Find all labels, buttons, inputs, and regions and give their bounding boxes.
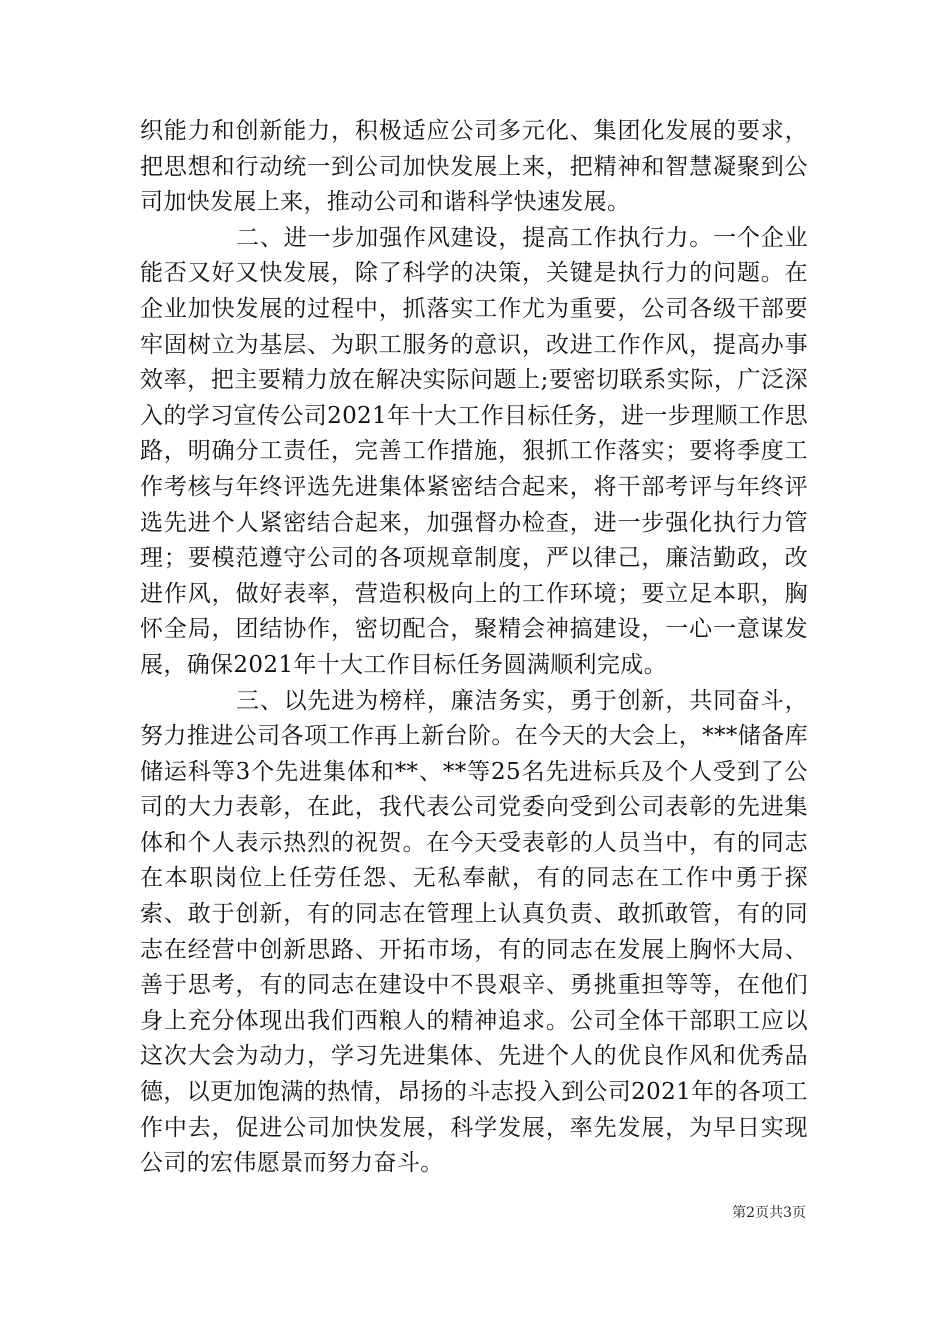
paragraph-continuation: 织能力和创新能力，积极适应公司多元化、集团化发展的要求，把思想和行动统一到公司加快发展上来，把精神和智慧凝聚到公司加快发展上来，推动公司和谐科学快速发展。: [140, 118, 808, 216]
document-page: [140, 114, 808, 1182]
page-number-footer: 第2页共3页: [732, 1205, 806, 1221]
paragraph-section-three: 三、以先进为榜样，廉洁务实，勇于创新，共同奋斗，努力推进公司各项工作再上新台阶。在今天的大会上，***储备库储运科等3个先进集体和**、**等25名先进标兵及个人受到了公司的大力表彰，在此，我代表公司党委向受到公司表彰的先进集体和个人表示热烈的祝贺。在今天受表彰的人员当中，有的同志在本职岗位上任劳任怨、无私奉献，有的同志在工作中勇于探索、敢于创新，有的同志在管理上认真负责、敢抓敢管，有的同志在经营中创新思路、开拓市场，有的同志在发展上胸怀大局、善于思考，有的同志在建设中不畏艰辛、勇挑重担等等，在他们身上充分体现出我们西粮人的精神追求。公司全体干部职工应以这次大会为动力，学习先进集体、先进个人的优良作风和优秀品德，以更加饱满的热情，昂扬的斗志投入到公司2021年的各项工作中去，促进公司加快发展，科学发展，率先发展，为早日实现公司的宏伟愿景而努力奋斗。: [140, 687, 808, 1177]
paragraph-section-two: 二、进一步加强作风建设，提高工作执行力。一个企业能否又好又快发展，除了科学的决策，关键是执行力的问题。在企业加快发展的过程中，抓落实工作尤为重要，公司各级干部要牢固树立为基层、为职工服务的意识，改进工作作风，提高办事效率，把主要精力放在解决实际问题上;要密切联系实际，广泛深入的学习宣传公司2021年十大工作目标任务，进一步理顺工作思路，明确分工责任，完善工作措施，狠抓工作落实；要将季度工作考核与年终评选先进集体紧密结合起来，将干部考评与年终评选先进个人紧密结合起来，加强督办检查，进一步强化执行力管理；要模范遵守公司的各项规章制度，严以律己，廉洁勤政，改进作风，做好表率，营造积极向上的工作环境；要立足本职，胸怀全局，团结协作，密切配合，聚精会神搞建设，一心一意谋发展，确保2021年十大工作目标任务圆满顺利完成。: [140, 224, 808, 678]
